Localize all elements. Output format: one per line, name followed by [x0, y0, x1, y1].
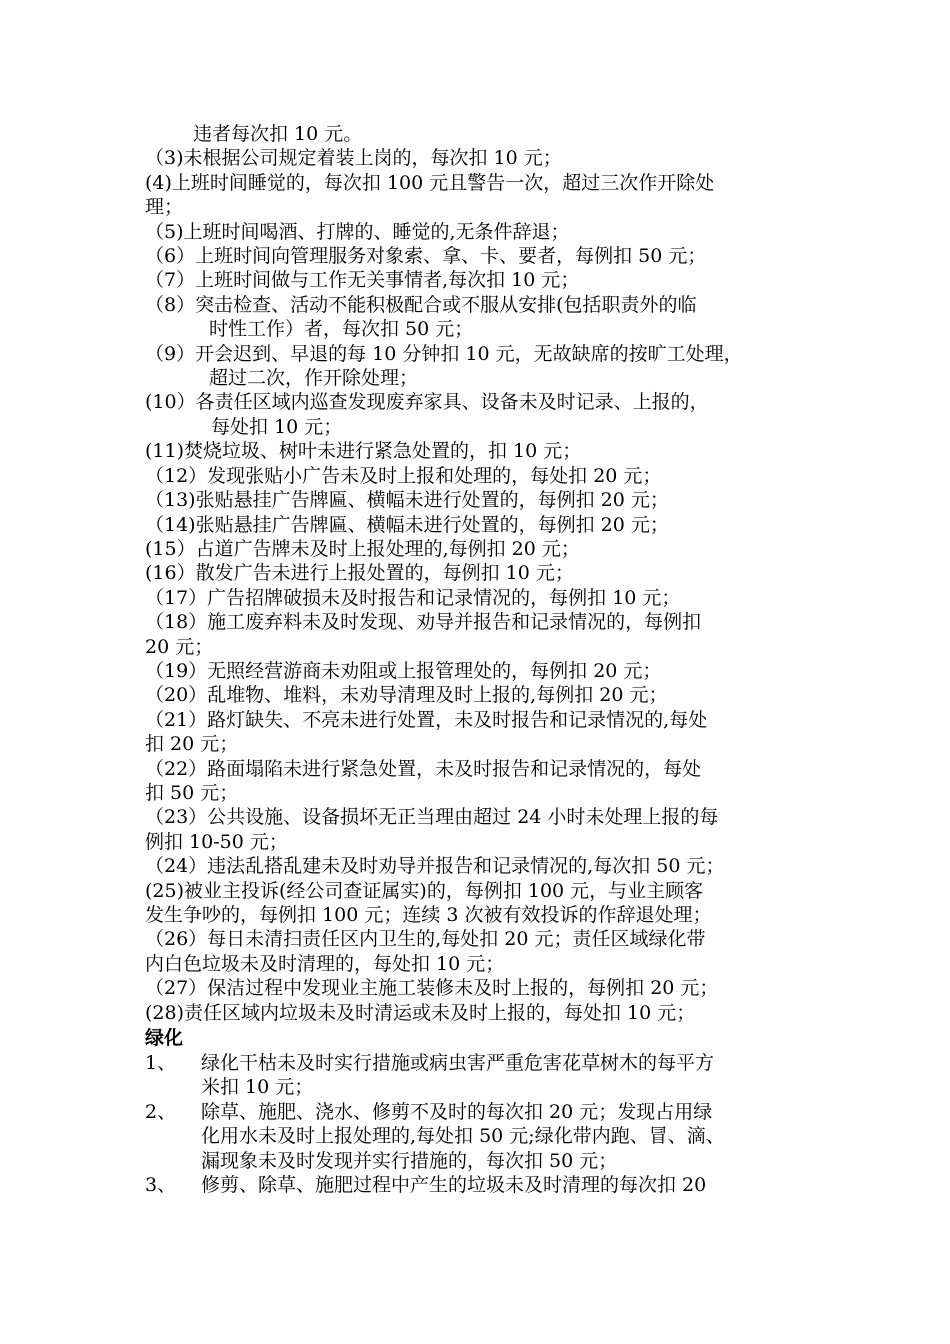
text-line: 超过二次，作开除处理； — [209, 367, 419, 390]
text-line: （3)未根据公司规定着装上岗的，每次扣 10 元； — [145, 147, 562, 170]
text-line: (4)上班时间睡觉的，每次扣 100 元且警告一次，超过三次作开除处 — [145, 171, 715, 194]
text-line: 理； — [145, 196, 184, 219]
list-item-text — [201, 1173, 845, 1197]
text-line: 化用水未及时上报处理的,每处扣 50 元;绿化带内跑、冒、滴、 — [201, 1125, 725, 1148]
text-line: (15）占道广告牌未及时上报处理的,每例扣 20 元； — [145, 537, 580, 560]
text-line: 例扣 10-50 元； — [145, 830, 288, 853]
text-line: （5)上班时间喝酒、打牌的、睡觉的,无条件辞退； — [145, 220, 570, 243]
list-item-number: 3、 — [145, 1174, 177, 1197]
text-line: 时性工作）者，每次扣 50 元； — [209, 318, 474, 341]
text-line: (11)焚烧垃圾、树叶未进行紧急处置的，扣 10 元； — [145, 440, 582, 463]
text-line: (10）各责任区域内巡查发现废弃家具、设备未及时记录、上报的， — [145, 391, 709, 414]
text-line: （20）乱堆物、堆料，未劝导清理及时上报的,每例扣 20 元； — [145, 684, 668, 707]
text-line: (25)被业主投诉(经公司查证属实)的，每例扣 100 元，与业主顾客 — [145, 879, 704, 902]
text-line: （6）上班时间向管理服务对象索、拿、卡、要者，每例扣 50 元； — [145, 245, 707, 268]
list-item — [145, 1173, 845, 1197]
text-line: 违者每次扣 10 元。 — [193, 123, 363, 145]
text-line: （8）突击检查、活动不能积极配合或不服从安排(包括职责外的临 — [145, 293, 697, 316]
text-line: （9）开会迟到、早退的每 10 分钟扣 10 元，无故缺席的按旷工处理， — [145, 342, 743, 365]
text-line: (28)责任区域内垃圾未及时清运或未及时上报的，每处扣 10 元； — [145, 1001, 696, 1024]
text-line: （17）广告招牌破损未及时报告和记录情况的，每例扣 10 元； — [145, 586, 681, 609]
list-item-text — [201, 1100, 845, 1173]
text-line: 修剪、除草、施肥过程中产生的垃圾未及时清理的每次扣 20 — [201, 1174, 707, 1197]
list-item — [145, 1051, 845, 1100]
document-body — [145, 122, 845, 1197]
text-line: (16）散发广告未进行上报处置的，每例扣 10 元； — [145, 562, 574, 585]
text-line: （13)张贴悬挂广告牌匾、横幅未进行处置的，每例扣 20 元； — [145, 489, 669, 512]
text-line: （21）路灯缺失、不亮未进行处置，未及时报告和记录情况的,每处 — [145, 708, 708, 731]
text-line: （27）保洁过程中发现业主施工装修未及时上报的，每例扣 20 元； — [145, 977, 719, 1000]
text-line: 20 元； — [145, 635, 214, 658]
text-line: （23）公共设施、设备损坏无正当理由超过 24 小时未处理上报的每 — [145, 806, 719, 829]
text-line: （14)张贴悬挂广告牌匾、横幅未进行处置的，每例扣 20 元； — [145, 513, 669, 536]
text-line: 扣 50 元； — [145, 781, 239, 804]
text-line: 发生争吵的，每例扣 100 元；连续 3 次被有效投诉的作辞退处理； — [145, 904, 712, 926]
text-line: （24）违法乱搭乱建未及时劝导并报告和记录情况的,每次扣 50 元； — [145, 855, 725, 878]
list-item-number: 1、 — [145, 1052, 177, 1075]
text-line: 除草、施肥、浇水、修剪不及时的每次扣 20 元；发现占用绿 — [201, 1100, 713, 1123]
text-line: 扣 20 元； — [145, 733, 239, 756]
text-line: 漏现象未及时发现并实行措施的，每次扣 50 元； — [201, 1149, 618, 1172]
text-line: （26）每日未清扫责任区内卫生的,每处扣 20 元；责任区域绿化带 — [145, 928, 706, 951]
text-line: 米扣 10 元； — [201, 1076, 314, 1099]
list-item — [145, 1100, 845, 1173]
list-item-number: 2、 — [145, 1100, 177, 1123]
text-line: 每处扣 10 元； — [211, 415, 343, 438]
text-line: （12）发现张贴小广告未及时上报和处理的，每处扣 20 元； — [145, 464, 662, 487]
text-line: （19）无照经营游商未劝阻或上报管理处的，每例扣 20 元； — [145, 659, 662, 682]
penalty-rules-list — [145, 122, 845, 1025]
text-line: 绿化干枯未及时实行措施或病虫害严重危害花草树木的每平方 — [201, 1052, 715, 1075]
greening-rules-list — [145, 1051, 845, 1197]
text-line: （7）上班时间做与工作无关事情者,每次扣 10 元； — [145, 269, 580, 292]
text-line: 内白色垃圾未及时清理的，每处扣 10 元； — [145, 952, 505, 975]
text-line: （22）路面塌陷未进行紧急处置，未及时报告和记录情况的，每处 — [145, 757, 702, 780]
text-line: （18）施工废弃料未及时发现、劝导并报告和记录情况的，每例扣 — [145, 611, 702, 634]
section-heading-greening: 绿化 — [145, 1027, 184, 1050]
list-item-text — [201, 1051, 845, 1100]
